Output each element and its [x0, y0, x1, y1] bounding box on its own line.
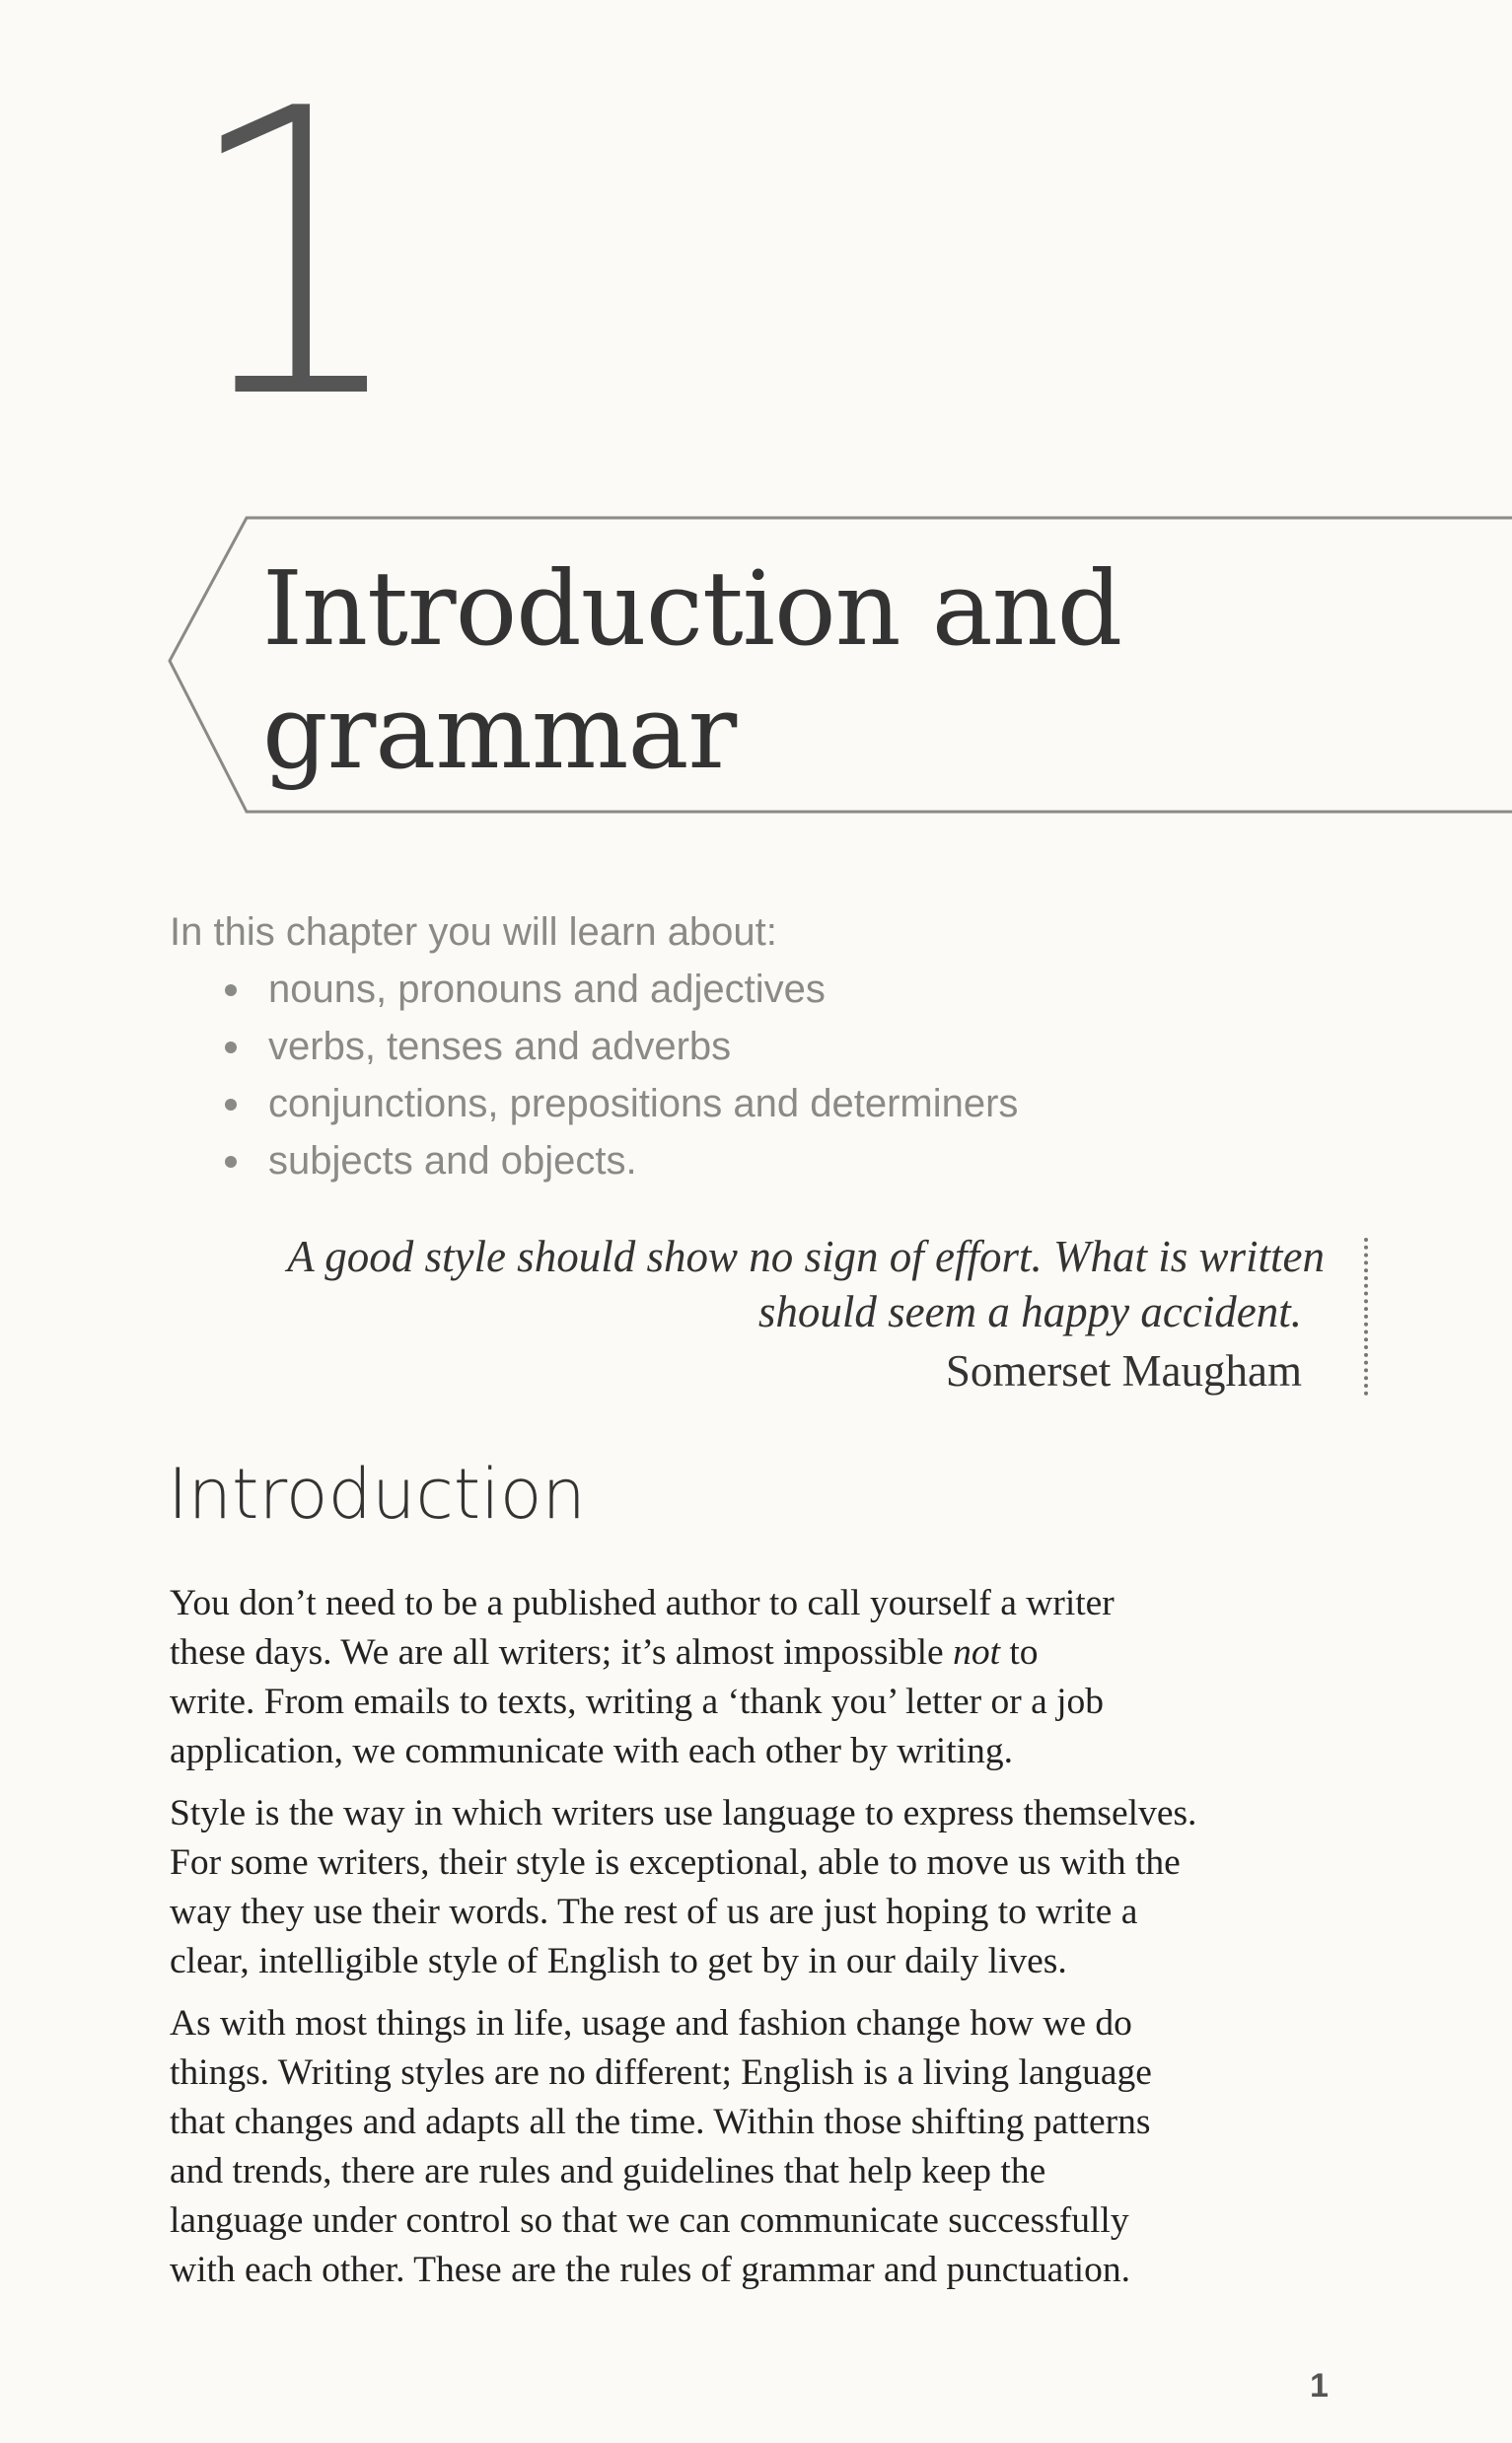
bullet-icon — [225, 1042, 237, 1053]
chapter-title-line-2: grammar — [262, 672, 737, 792]
chapter-title-banner — [0, 0, 1512, 888]
body-line: application, we communicate with each other by writing. — [170, 1731, 1013, 1771]
bullet-icon — [225, 1099, 237, 1111]
chapter-title-line-1: Introduction and — [262, 548, 1122, 669]
quote-line-2: should seem a happy accident. — [757, 1287, 1302, 1336]
body-line: with each other. These are the rules of grammar and punctuation. — [170, 2250, 1130, 2290]
body-line: Style is the way in which writers use language to express themselves. — [170, 1793, 1197, 1833]
bullet-icon — [225, 1156, 237, 1168]
body-line: that changes and adapts all the time. Within those shifting patterns — [170, 2102, 1151, 2142]
body-line — [170, 1634, 1039, 1672]
bullet-icon — [225, 984, 237, 996]
body-line: things. Writing styles are no different; English is a living language — [170, 2052, 1152, 2093]
learn-intro: In this chapter you will learn about: — [170, 910, 777, 954]
body-line: clear, intelligible style of English to get by in our daily lives. — [170, 1941, 1067, 1981]
body-line: For some writers, their style is exceptional, able to move us with the — [170, 1842, 1181, 1883]
quote-author: Somerset Maugham — [945, 1346, 1302, 1396]
body-line: As with most things in life, usage and fashion change how we do — [170, 2003, 1132, 2044]
chapter-number: 1 — [182, 27, 409, 485]
body-line: and trends, there are rules and guidelines that help keep the — [170, 2151, 1046, 2192]
learn-item: subjects and objects. — [268, 1139, 637, 1183]
quote-dotted-rule — [1364, 1238, 1368, 1396]
body-line: You don’t need to be a published author to call yourself a writer — [170, 1583, 1115, 1623]
learn-item: verbs, tenses and adverbs — [268, 1025, 732, 1068]
section-heading: Introduction — [168, 1454, 586, 1535]
emphasis-text: not — [953, 1632, 1000, 1673]
body-text: these days. We are all writers; it’s almost impossible — [170, 1632, 954, 1673]
body-line: way they use their words. The rest of us are just hoping to write a — [170, 1892, 1138, 1932]
quote-line-1: A good style should show no sign of effort. What is written — [287, 1232, 1325, 1281]
body-line: write. From emails to texts, writing a ‘thank you’ letter or a job — [170, 1682, 1105, 1722]
learn-item: conjunctions, prepositions and determiners — [268, 1082, 1019, 1125]
body-line: language under control so that we can communicate successfully — [170, 2200, 1129, 2241]
body-text: to — [999, 1632, 1039, 1673]
learn-item: nouns, pronouns and adjectives — [268, 968, 826, 1011]
page-number: 1 — [1310, 2367, 1329, 2405]
